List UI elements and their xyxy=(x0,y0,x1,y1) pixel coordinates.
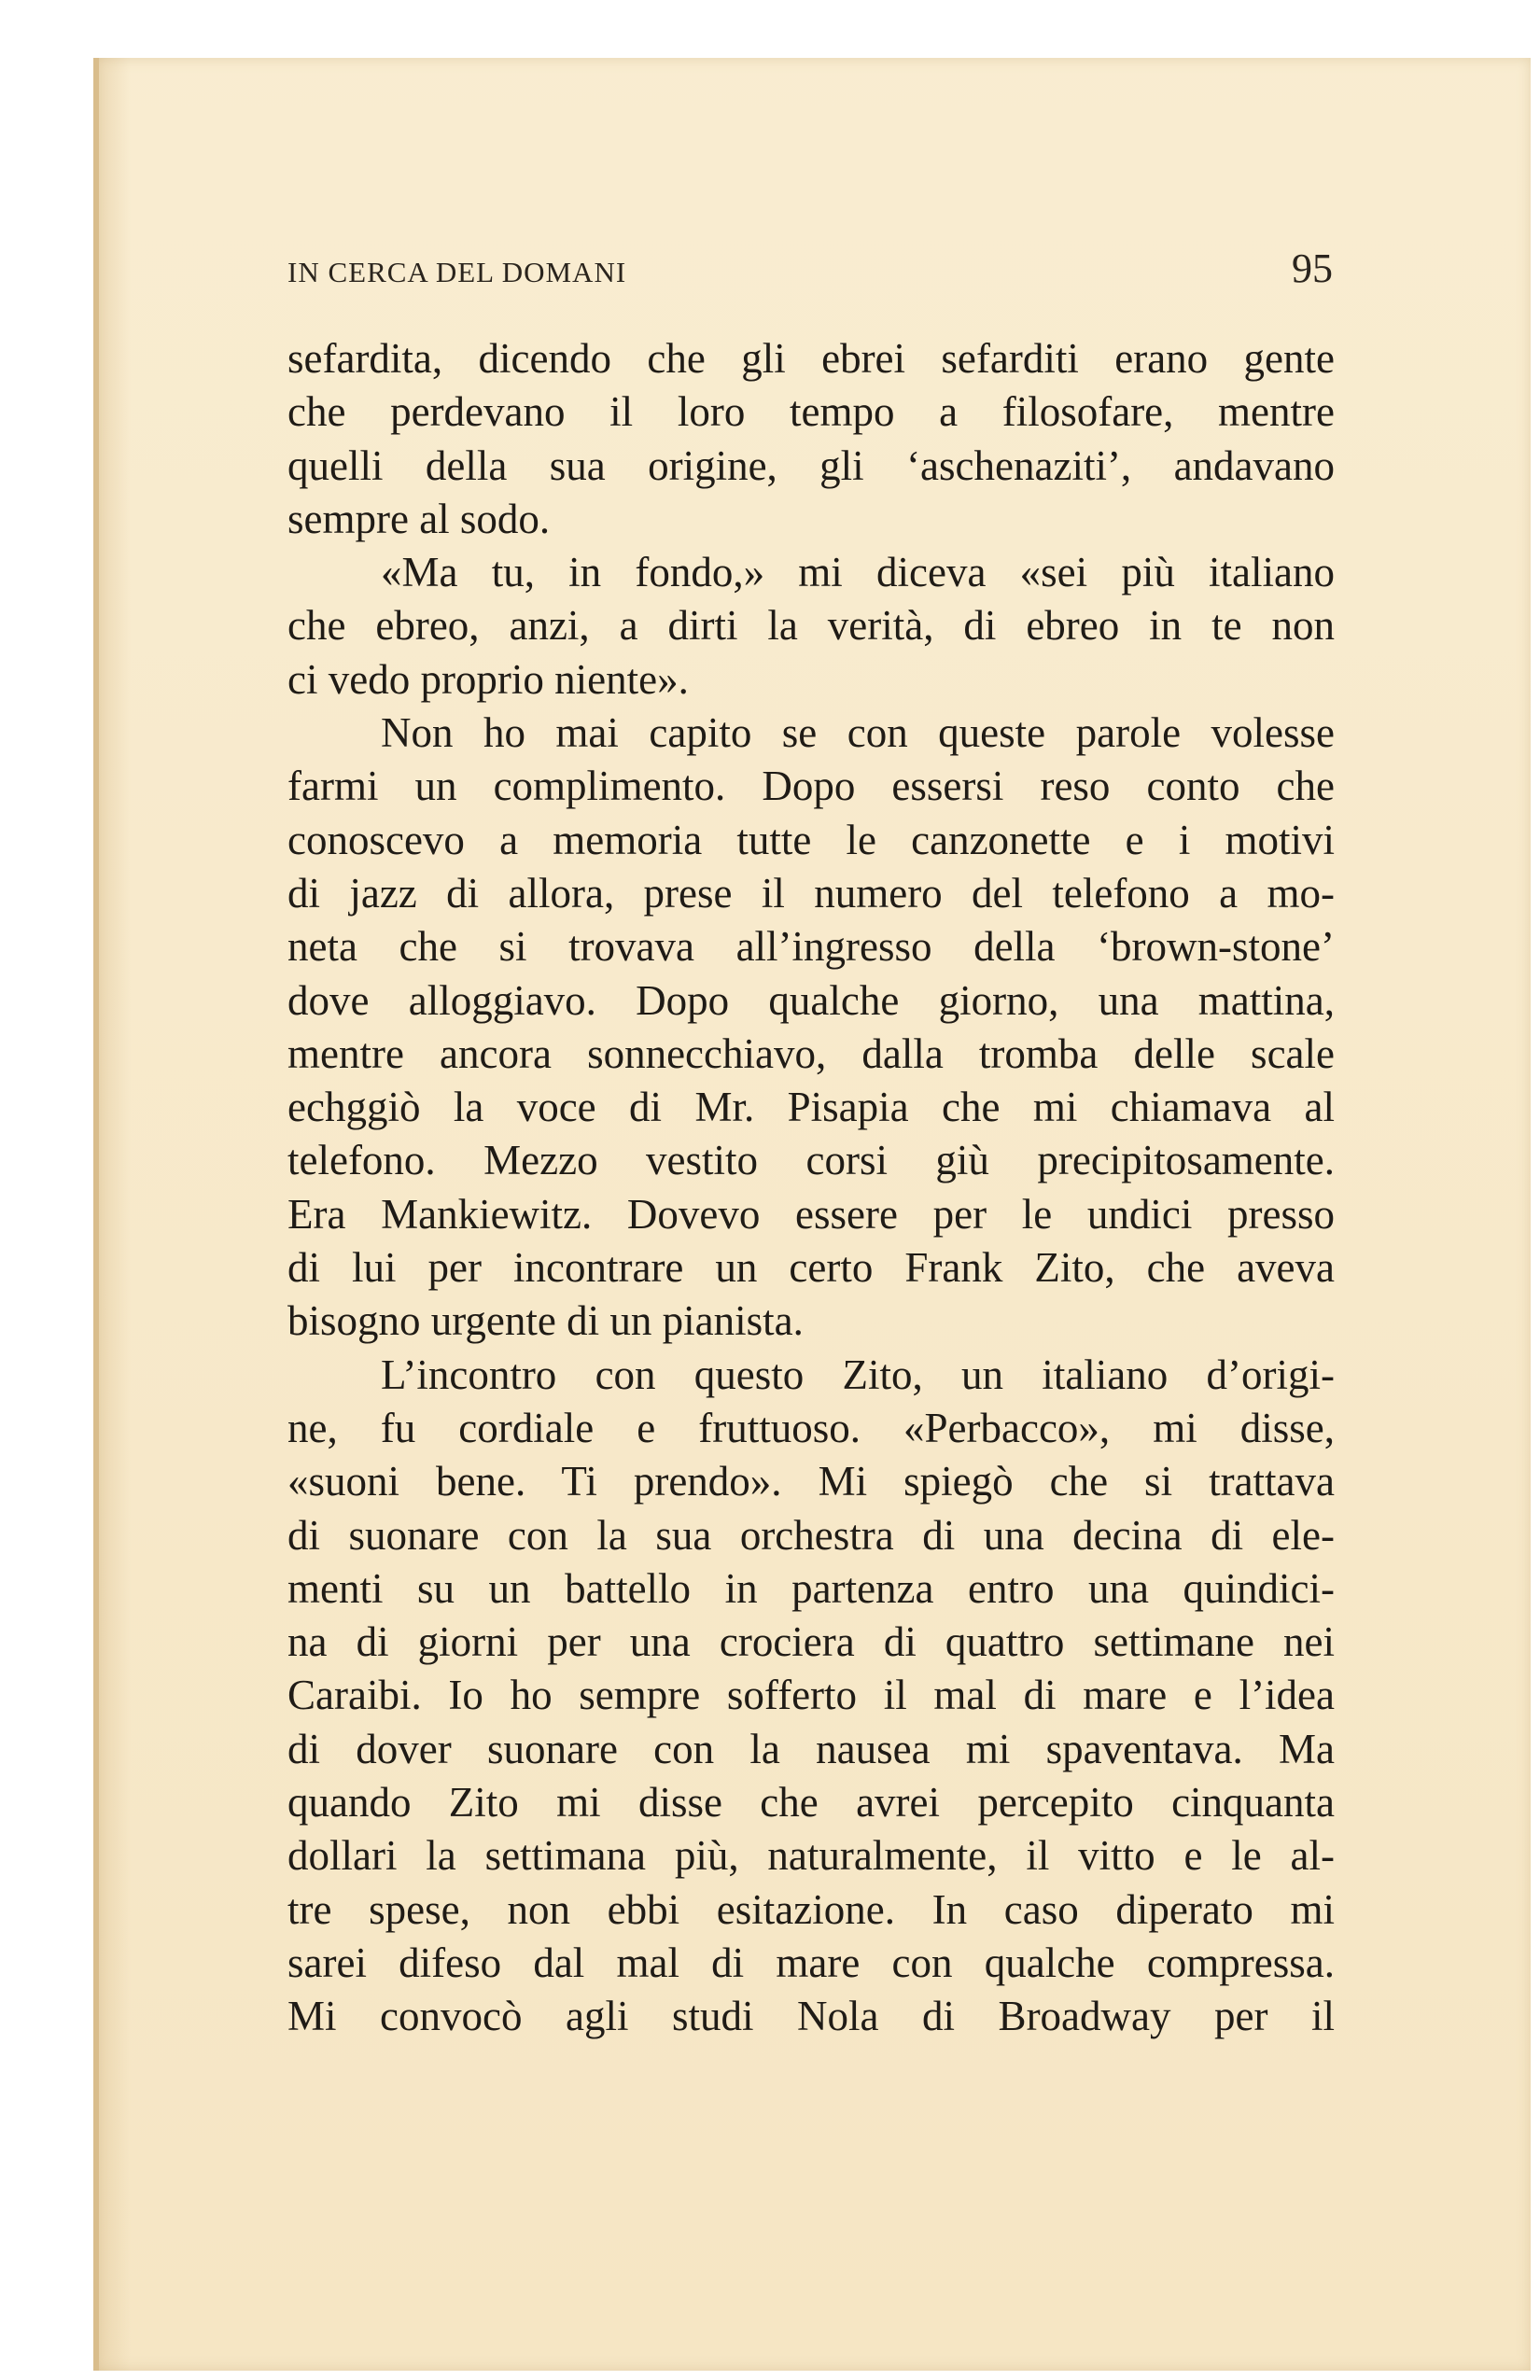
text-line: farmi un complimento. Dopo essersi reso conto che xyxy=(287,763,1335,810)
page-edge xyxy=(93,58,99,2371)
text-line: telefono. Mezzo vestito corsi giù precipitosamente. xyxy=(287,1137,1335,1184)
text-line: «suoni bene. Ti prendo». Mi spiegò che si trattava xyxy=(287,1458,1335,1505)
body-text xyxy=(287,332,1335,2044)
text-line: di lui per incontrare un certo Frank Zito, che aveva xyxy=(287,1244,1335,1292)
text-line: ne, fu cordiale e fruttuoso. «Perbacco», mi disse, xyxy=(287,1404,1335,1451)
text-line: ci vedo proprio niente». xyxy=(287,655,689,703)
text-line: di suonare con la sua orchestra di una decina di ele- xyxy=(287,1511,1335,1559)
text-line: sempre al sodo. xyxy=(287,495,551,542)
text-line: sarei difeso dal mal di mare con qualche compressa. xyxy=(287,1939,1335,1986)
text-line: di jazz di allora, prese il numero del telefono a mo- xyxy=(287,869,1335,917)
text-line: tre spese, non ebbi esitazione. In caso diperato mi xyxy=(287,1885,1335,1933)
text-line: dollari la settimana più, naturalmente, il vitto e le al- xyxy=(287,1832,1335,1880)
text-line: Era Mankiewitz. Dovevo essere per le undici presso xyxy=(287,1190,1335,1238)
text-line: L’incontro con questo Zito, un italiano d’origi- xyxy=(381,1351,1335,1398)
text-line: bisogno urgente di un pianista. xyxy=(287,1297,804,1345)
text-line: quelli della sua origine, gli ‘aschenaziti’, andavano xyxy=(287,441,1335,489)
text-line: Caraibi. Io ho sempre sofferto il mal di mare e l’idea xyxy=(287,1672,1335,1719)
text-line: che perdevano il loro tempo a filosofare, mentre xyxy=(287,388,1335,436)
text-line: mentre ancora sonnecchiavo, dalla tromba delle scale xyxy=(287,1029,1335,1077)
page-header xyxy=(287,245,1333,301)
text-line: dove alloggiavo. Dopo qualche giorno, una mattina, xyxy=(287,976,1335,1024)
text-line: sefardita, dicendo che gli ebrei sefarditi erano gente xyxy=(287,335,1335,382)
text-line: di dover suonare con la nausea mi spaventava. Ma xyxy=(287,1725,1335,1772)
text-line: che ebreo, anzi, a dirti la verità, di ebreo in te non xyxy=(287,602,1335,650)
text-line: neta che si trovava all’ingresso della ‘brown-stone’ xyxy=(287,923,1335,971)
text-line: Mi convocò agli studi Nola di Broadway per il xyxy=(287,1993,1335,2040)
text-line: «Ma tu, in fondo,» mi diceva «sei più italiano xyxy=(381,549,1335,596)
running-title: IN CERCA DEL DOMANI xyxy=(287,256,627,288)
page-number: 95 xyxy=(1292,245,1333,291)
text-line: na di giorni per una crociera di quattro settimane nei xyxy=(287,1618,1335,1666)
text-line: Non ho mai capito se con queste parole volesse xyxy=(381,709,1335,757)
text-line: menti su un battello in partenza entro una quindici- xyxy=(287,1564,1335,1612)
text-line: echggiò la voce di Mr. Pisapia che mi chiamava al xyxy=(287,1084,1335,1131)
text-line: quando Zito mi disse che avrei percepito cinquanta xyxy=(287,1779,1335,1827)
text-line: conoscevo a memoria tutte le canzonette e i motivi xyxy=(287,816,1335,863)
